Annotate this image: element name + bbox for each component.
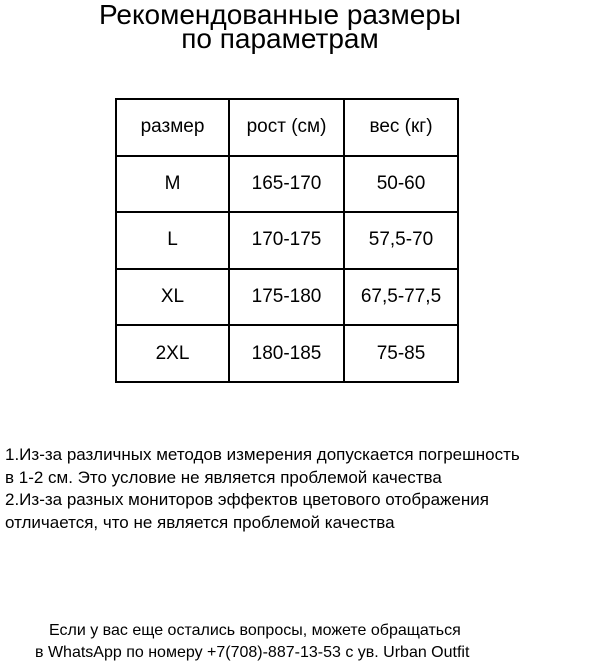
cell-weight: 57,5-70	[344, 212, 458, 269]
page-title-line-2: по параметрам	[181, 23, 379, 54]
cell-size: XL	[116, 269, 229, 326]
page-title-line-1: Рекомендованные размеры	[98, 0, 462, 30]
note-line: в 1-2 см. Это условие не является проблемой качества	[5, 467, 442, 487]
note-line: 1.Из-за различных методов измерения допускается погрешность	[5, 445, 520, 464]
cell-weight: 67,5-77,5	[344, 269, 458, 326]
table-row	[116, 156, 458, 213]
cell-height: 165-170	[229, 156, 344, 213]
cell-weight: 50-60	[344, 156, 458, 213]
cell-size: L	[116, 212, 229, 269]
table-row	[116, 212, 458, 269]
table-row	[116, 325, 458, 382]
table-header-row	[116, 99, 458, 156]
cell-weight: 75-85	[344, 325, 458, 382]
size-chart-table	[115, 98, 459, 383]
contact-block	[0, 620, 615, 664]
contact-line-2: в WhatsApp по номеру +7(708)-887-13-53 с ув. Urban Outfit	[35, 644, 470, 661]
header-height: рост (см)	[229, 99, 344, 156]
table-row	[116, 269, 458, 326]
cell-size: M	[116, 156, 229, 213]
cell-height: 180-185	[229, 325, 344, 382]
cell-size: 2XL	[116, 325, 229, 382]
note-line: 2.Из-за разных мониторов эффектов цветового отображения	[5, 490, 489, 509]
notes-block	[5, 444, 615, 534]
header-size: размер	[116, 99, 229, 156]
note-line: отличается, что не является проблемой качества	[5, 512, 395, 532]
cell-height: 175-180	[229, 269, 344, 326]
header-weight: вес (кг)	[344, 99, 458, 156]
contact-line-1: Если у вас еще остались вопросы, можете обращаться	[49, 622, 461, 639]
cell-height: 170-175	[229, 212, 344, 269]
